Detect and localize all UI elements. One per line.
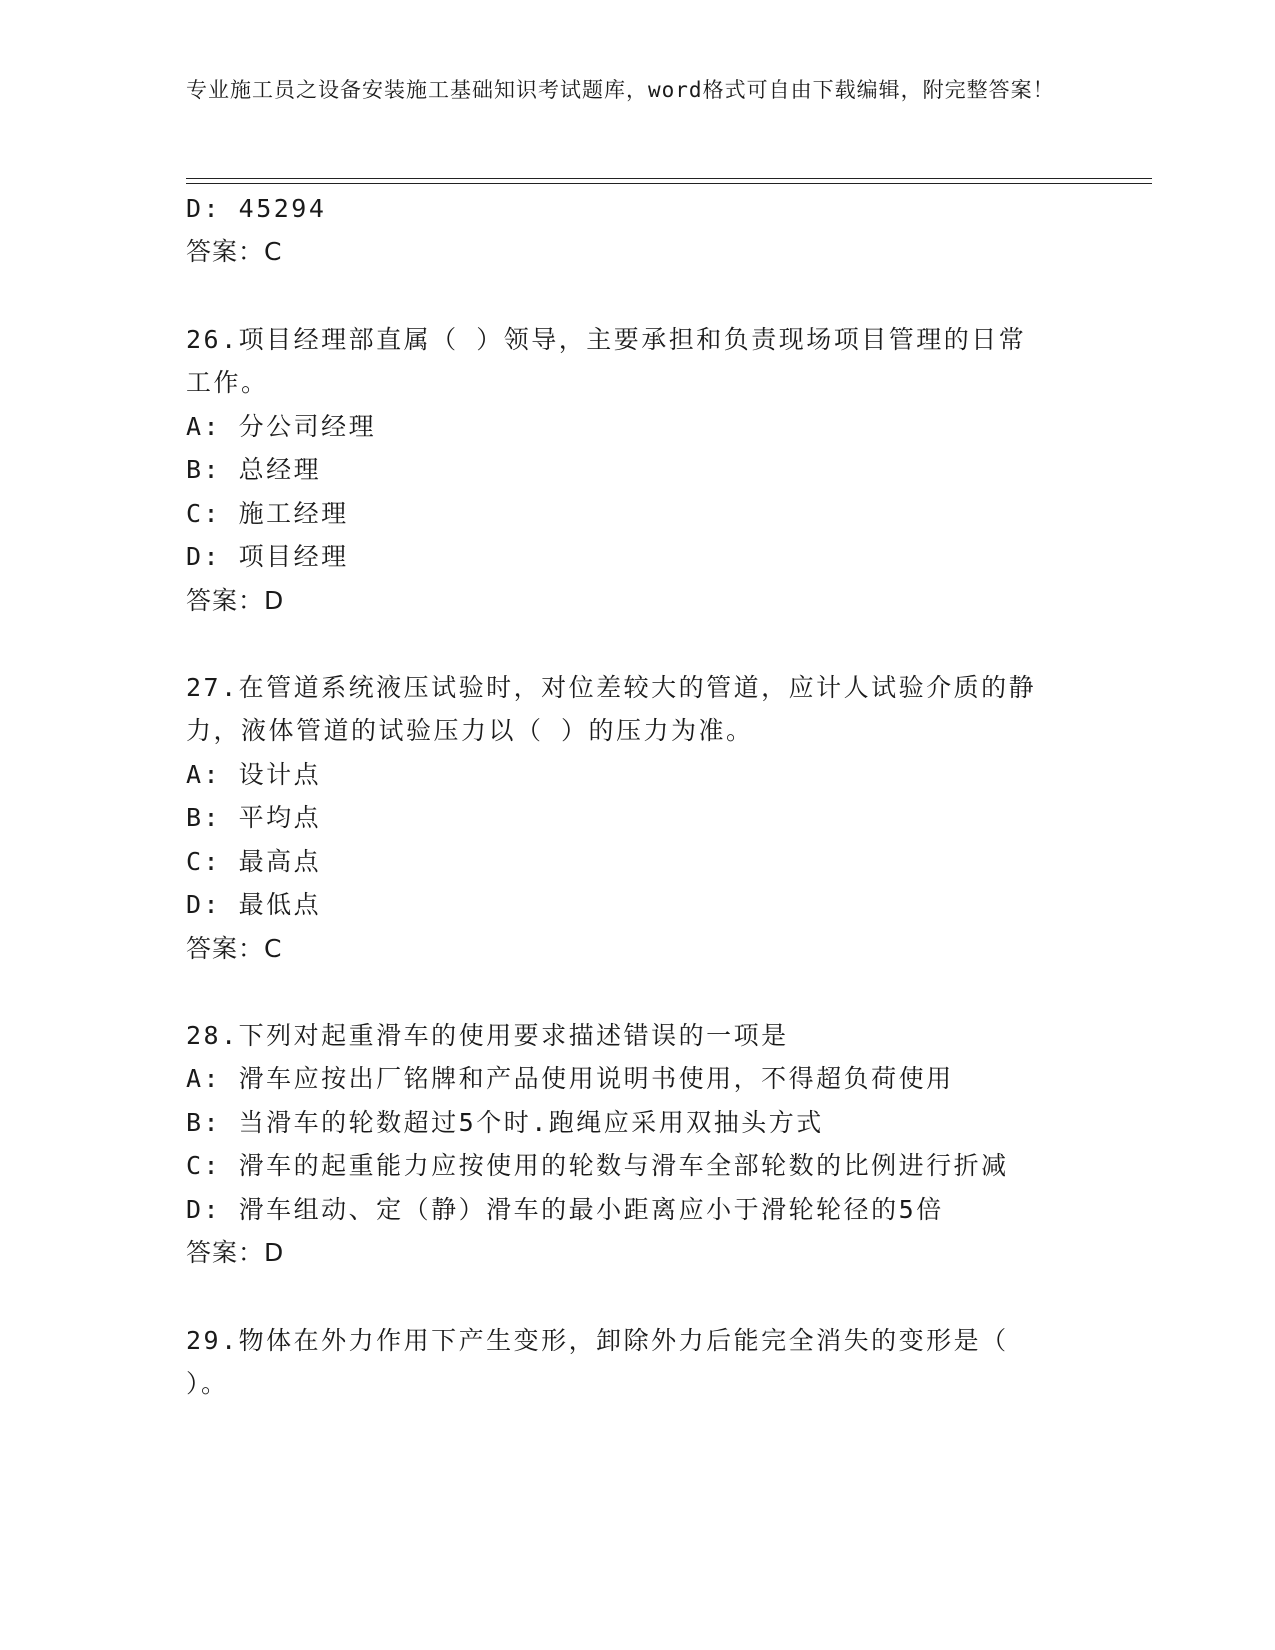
q26-option-b: B: 总经理	[186, 455, 322, 484]
header-rule-top	[186, 178, 1152, 179]
q26-answer: 答案：D	[186, 586, 285, 615]
q28-option-b: B: 当滑车的轮数超过5个时.跑绳应采用双抽头方式	[186, 1108, 824, 1137]
q27-answer: 答案：C	[186, 934, 283, 963]
q27-stem-line1: 27.在管道系统液压试验时，对位差较大的管道，应计人试验介质的静	[186, 673, 1037, 702]
document-header: 专业施工员之设备安装施工基础知识考试题库，word格式可自由下载编辑，附完整答案！	[186, 78, 1055, 102]
q27-option-a: A: 设计点	[186, 760, 322, 789]
q28-option-d: D: 滑车组动、定（静）滑车的最小距离应小于滑轮轮径的5倍	[186, 1195, 944, 1224]
q27-option-b: B: 平均点	[186, 803, 322, 832]
q28-stem: 28.下列对起重滑车的使用要求描述错误的一项是	[186, 1021, 789, 1050]
q28-option-a: A: 滑车应按出厂铭牌和产品使用说明书使用，不得超负荷使用	[186, 1064, 954, 1093]
q27-stem-line2: 力，液体管道的试验压力以（ ）的压力为准。	[186, 716, 754, 745]
header-rule-bottom	[186, 183, 1152, 184]
q26-stem-line2: 工作。	[186, 368, 269, 397]
q28-option-c: C: 滑车的起重能力应按使用的轮数与滑车全部轮数的比例进行折减	[186, 1151, 1009, 1180]
q25-answer: 答案：C	[186, 237, 283, 266]
q25-option-d: D: 45294	[186, 194, 327, 223]
q29-stem-line1: 29.物体在外力作用下产生变形，卸除外力后能完全消失的变形是（	[186, 1326, 1009, 1355]
q26-option-d: D: 项目经理	[186, 542, 349, 571]
q28-answer: 答案：D	[186, 1238, 285, 1267]
q26-option-a: A: 分公司经理	[186, 412, 377, 441]
q26-stem-line1: 26.项目经理部直属（ ）领导，主要承担和负责现场项目管理的日常	[186, 325, 1027, 354]
q26-option-c: C: 施工经理	[186, 499, 349, 528]
q29-stem-line2: ）。	[186, 1369, 229, 1398]
q27-option-d: D: 最低点	[186, 890, 322, 919]
q27-option-c: C: 最高点	[186, 847, 322, 876]
